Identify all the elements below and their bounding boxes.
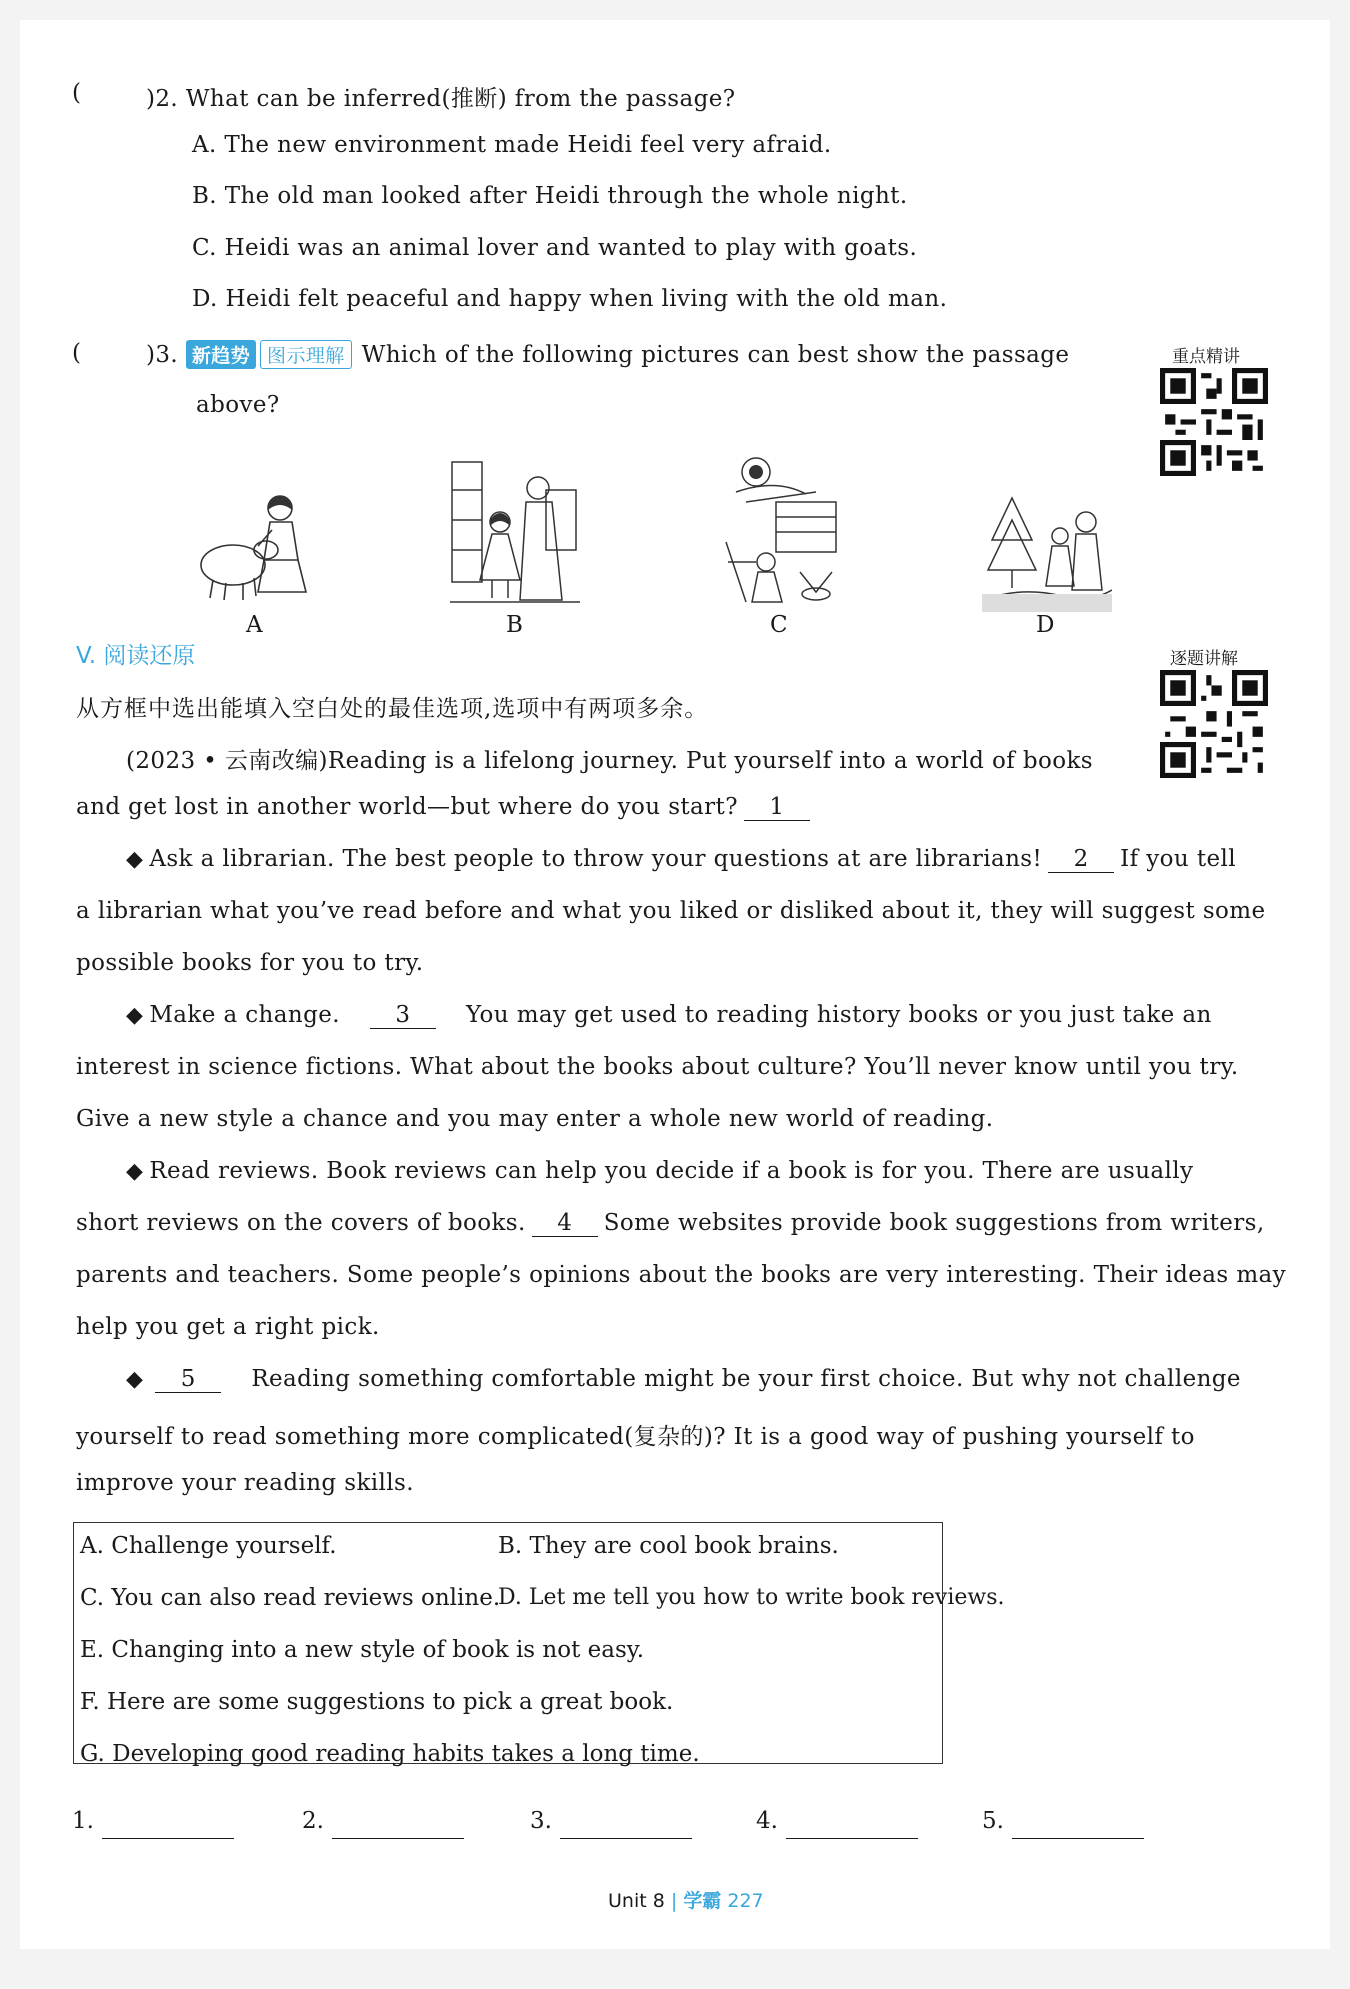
passage-para3-line2: interest in science fictions. What about the books about culture? You’ll never know until you try. <box>76 1054 1239 1080</box>
footer-unit: Unit 8 <box>608 1890 665 1912</box>
option-d: D. Let me tell you how to write book reviews. <box>498 1585 1005 1610</box>
cooking-scene-icon <box>716 452 846 612</box>
option-f: F. Here are some suggestions to pick a great book. <box>80 1689 674 1715</box>
q2-option-a: A. The new environment made Heidi feel very afraid. <box>192 132 832 158</box>
passage-para4-line2 <box>76 1210 1265 1237</box>
answer-label-4: 4. <box>756 1808 778 1834</box>
q2-answer-paren[interactable]: ( <box>72 80 81 106</box>
picture-c-label: C <box>770 612 788 638</box>
q3-stem-text: Which of the following pictures can best show the passage <box>361 342 1070 368</box>
option-g: G. Developing good reading habits takes a long time. <box>80 1741 700 1767</box>
passage-para4-line1 <box>126 1158 1193 1184</box>
footer-page-number: 227 <box>727 1890 764 1912</box>
picture-b[interactable] <box>450 460 580 610</box>
qr-code-key-points[interactable] <box>1160 368 1268 480</box>
passage-para2-line3: possible books for you to try. <box>76 950 424 976</box>
passage-para3-line3: Give a new style a chance and you may enter a whole new world of reading. <box>76 1106 994 1132</box>
q2-stem: )2. What can be inferred(推断) from the passage? <box>146 86 736 112</box>
workbook-page <box>20 20 1330 1949</box>
q3-stem-line1 <box>146 340 1069 369</box>
passage-intro-text: and get lost in another world—but where do you start? <box>76 794 738 820</box>
answer-label-2: 2. <box>302 1808 324 1834</box>
answer-line-4[interactable] <box>786 1838 918 1839</box>
picture-d[interactable] <box>982 490 1112 614</box>
para3-text-a: Make a change. <box>149 1002 340 1028</box>
girl-and-old-man-outdoors-icon <box>982 490 1112 614</box>
answer-label-5: 5. <box>982 1808 1004 1834</box>
passage-para5-line1 <box>126 1366 1241 1393</box>
para2-text-a: Ask a librarian. The best people to throw your questions at are librarians! <box>149 846 1043 872</box>
q3-number: )3. <box>146 342 179 368</box>
passage-intro-line2 <box>76 794 816 821</box>
para3-text-b: You may get used to reading history books or you just take an <box>465 1002 1212 1028</box>
qr-key-points-label: 重点精讲 <box>1172 347 1240 367</box>
footer-divider: | <box>670 1890 678 1912</box>
blank-5[interactable]: 5 <box>155 1367 221 1393</box>
answer-line-1[interactable] <box>102 1838 234 1839</box>
bullet-diamond-icon: ◆ <box>126 1003 144 1028</box>
blank-2[interactable]: 2 <box>1048 847 1114 873</box>
option-e: E. Changing into a new style of book is not easy. <box>80 1637 645 1663</box>
picture-b-label: B <box>506 612 523 638</box>
qr-code-explanation[interactable] <box>1160 670 1268 782</box>
passage-para5-line3: improve your reading skills. <box>76 1470 414 1496</box>
section-instruction: 从方框中选出能填入空白处的最佳选项,选项中有两项多余。 <box>76 696 709 722</box>
qr-explanation-label: 逐题讲解 <box>1170 649 1238 669</box>
para2-text-b: If you tell <box>1120 846 1236 872</box>
option-c: C. You can also read reviews online. <box>80 1585 501 1611</box>
diagram-understanding-tag: 图示理解 <box>260 340 352 369</box>
passage-para4-line3: parents and teachers. Some people’s opinions about the books are very interesting. Their ideas may <box>76 1262 1287 1288</box>
para4-text-c: Some websites provide book suggestions from writers, <box>603 1210 1265 1236</box>
picture-d-label: D <box>1036 612 1055 638</box>
bullet-diamond-icon: ◆ <box>126 1367 144 1392</box>
para5-text-a: Reading something comfortable might be your first choice. But why not challenge <box>251 1366 1241 1392</box>
q2-option-c: C. Heidi was an animal lover and wanted to play with goats. <box>192 235 918 261</box>
qr-code-icon <box>1160 368 1268 476</box>
q3-answer-paren[interactable]: ( <box>72 340 81 366</box>
answer-label-1: 1. <box>72 1808 94 1834</box>
options-box <box>73 1522 1005 1767</box>
qr-code-icon <box>1160 670 1268 778</box>
blank-3[interactable]: 3 <box>370 1003 436 1029</box>
option-a: A. Challenge yourself. <box>80 1533 337 1559</box>
bullet-diamond-icon: ◆ <box>126 1159 144 1184</box>
girl-with-goat-icon <box>188 480 318 610</box>
para4-text-a: Read reviews. Book reviews can help you decide if a book is for you. There are usually <box>149 1158 1194 1184</box>
option-b: B. They are cool book brains. <box>498 1533 839 1559</box>
passage-para2-line1 <box>126 846 1236 873</box>
new-trend-tag: 新趋势 <box>186 340 256 369</box>
answer-line-2[interactable] <box>332 1838 464 1839</box>
passage-para5-line2: yourself to read something more complicated(复杂的)? It is a good way of pushing yourself to <box>76 1424 1195 1450</box>
passage-intro-line1: (2023 • 云南改编)Reading is a lifelong journey. Put yourself into a world of books <box>126 748 1094 774</box>
blank-1[interactable]: 1 <box>744 795 810 821</box>
footer-brand: 学霸 <box>683 1890 722 1912</box>
blank-4[interactable]: 4 <box>532 1211 598 1237</box>
passage-para4-line4: help you get a right pick. <box>76 1314 380 1340</box>
passage-para3-line1 <box>126 1002 1212 1029</box>
answer-line-5[interactable] <box>1012 1838 1144 1839</box>
page-footer <box>608 1886 764 1913</box>
q2-option-b: B. The old man looked after Heidi through the whole night. <box>192 183 908 209</box>
answer-label-3: 3. <box>530 1808 552 1834</box>
answer-line-3[interactable] <box>560 1838 692 1839</box>
picture-c[interactable] <box>716 452 846 612</box>
passage-para2-line2: a librarian what you’ve read before and what you liked or disliked about it, they will suggest some <box>76 898 1266 924</box>
picture-a[interactable] <box>188 480 318 610</box>
girl-and-grandmother-indoors-icon <box>450 460 580 610</box>
section-title: V. 阅读还原 <box>76 643 196 669</box>
bullet-diamond-icon: ◆ <box>126 847 144 872</box>
para4-text-b: short reviews on the covers of books. <box>76 1210 526 1236</box>
q2-option-d: D. Heidi felt peaceful and happy when living with the old man. <box>192 286 948 312</box>
q3-stem-line2: above? <box>196 392 280 418</box>
picture-a-label: A <box>246 612 263 638</box>
